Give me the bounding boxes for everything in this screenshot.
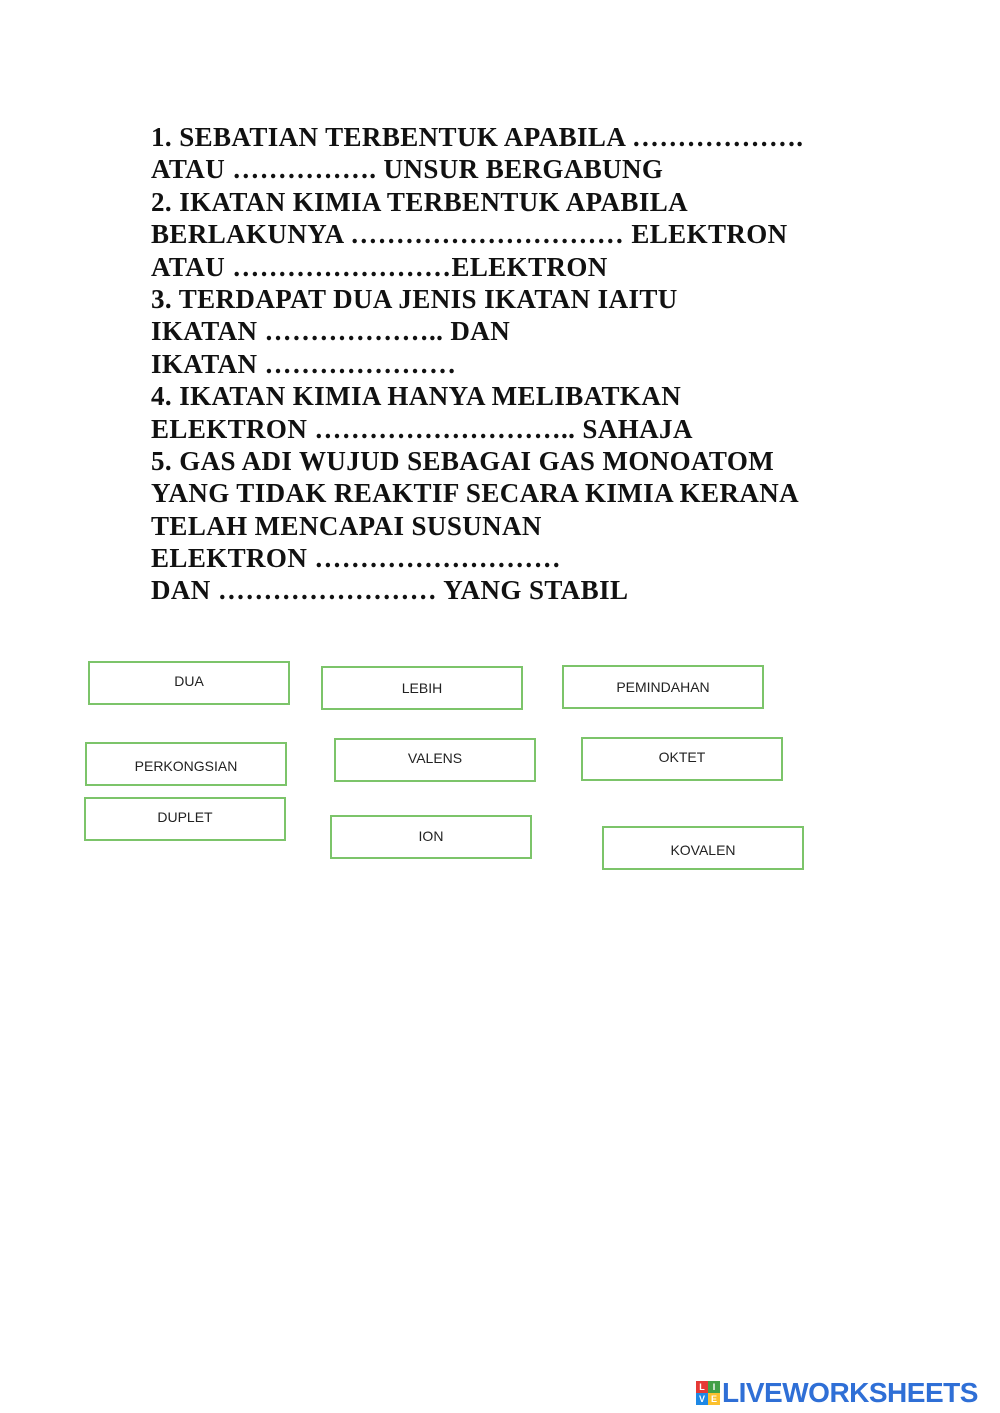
question-line: TELAH MENCAPAI SUSUNAN: [151, 510, 542, 541]
question-line: ELEKTRON ………………………: [151, 543, 561, 574]
word-card-label: ION: [418, 828, 444, 844]
word-card-label: PEMINDAHAN: [616, 679, 710, 695]
question-line: 1. SEBATIAN TERBENTUK APABILA ……………….: [151, 122, 804, 152]
word-card-label: DUPLET: [157, 809, 213, 825]
question-line: ATAU ……………. UNSUR BERGABUNG: [151, 154, 664, 185]
liveworksheets-logo-text: LIVEWORKSHEETS: [722, 1377, 978, 1408]
question-list: [151, 121, 851, 607]
logo-mark-letter: L: [696, 1381, 708, 1393]
word-card-dua[interactable]: [88, 661, 290, 705]
question-line: ELEKTRON ……………………….. SAHAJA: [151, 413, 693, 444]
logo-mark-letter: E: [708, 1393, 720, 1405]
question-line: 4. IKATAN KIMIA HANYA MELIBATKAN: [151, 381, 682, 412]
question-line: BERLAKUNYA ………………………… ELEKTRON: [151, 219, 788, 250]
question-line: IKATAN …………………: [151, 348, 457, 379]
liveworksheets-logo: [696, 1376, 978, 1410]
word-card-pemindahan[interactable]: [562, 665, 764, 709]
word-card-duplet[interactable]: [84, 797, 286, 841]
liveworksheets-logo-icon: [696, 1381, 720, 1405]
word-card-ion[interactable]: [330, 815, 532, 859]
word-card-perkongsian[interactable]: [85, 742, 287, 786]
word-card-oktet[interactable]: [581, 737, 783, 781]
logo-mark-letter: V: [696, 1393, 708, 1405]
question-line: YANG TIDAK REAKTIF SECARA KIMIA KERANA: [151, 478, 800, 509]
logo-mark-letter: I: [708, 1381, 720, 1393]
word-card-label: VALENS: [407, 750, 463, 766]
word-card-label: DUA: [174, 673, 204, 689]
question-line: 3. TERDAPAT DUA JENIS IKATAN IAITU: [151, 283, 678, 314]
word-card-kovalen[interactable]: [602, 826, 804, 870]
question-line: DAN …………………… YANG STABIL: [151, 575, 629, 606]
question-line: 2. IKATAN KIMIA TERBENTUK APABILA: [151, 186, 689, 217]
word-card-label: LEBIH: [401, 680, 443, 696]
question-line: IKATAN ……………….. DAN: [151, 316, 511, 347]
word-card-label: OKTET: [658, 749, 706, 765]
word-card-valens[interactable]: [334, 738, 536, 782]
word-card-lebih[interactable]: [321, 666, 523, 710]
question-line: ATAU ……………………ELEKTRON: [151, 251, 608, 282]
question-line: 5. GAS ADI WUJUD SEBAGAI GAS MONOATOM: [151, 445, 775, 476]
word-card-label: KOVALEN: [670, 842, 736, 858]
word-card-label: PERKONGSIAN: [134, 758, 238, 774]
